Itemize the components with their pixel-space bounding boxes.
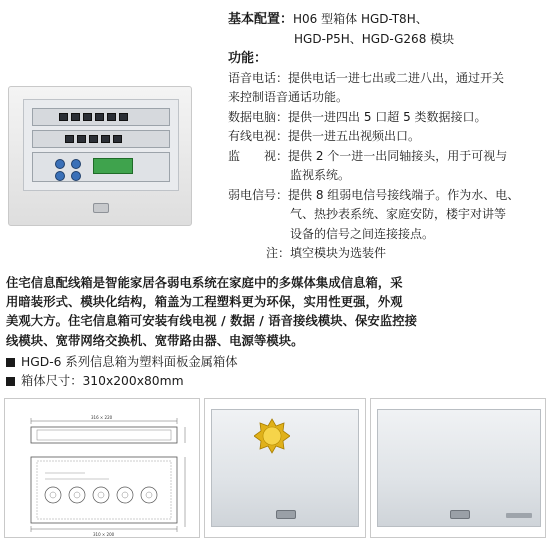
voice-text-cont: 来控制语音通话功能。: [228, 90, 349, 104]
data-ports: [65, 135, 122, 143]
monitor-text-cont: 监视系统。: [290, 168, 351, 182]
coax-connectors: [55, 159, 81, 169]
rj-port-icon: [95, 113, 104, 121]
voice-text: 提供电话一进七出或二进八出，通过开关: [288, 70, 505, 85]
tv-label: 有线电视：: [228, 129, 289, 143]
drawing-svg: [5, 399, 201, 539]
terminal-block: [93, 158, 133, 174]
weak-text-cont2: 设备的信号之间连接接点。: [290, 226, 435, 241]
description: [6, 274, 546, 351]
spec-block: [228, 10, 546, 264]
square-bullet-icon: [6, 377, 15, 386]
voice-row: [228, 69, 546, 89]
config-row: [228, 10, 546, 30]
coax-connector-icon: [55, 159, 65, 169]
coax-connector-icon: [55, 171, 65, 181]
rj-port-icon: [71, 113, 80, 121]
rj-port-icon: [65, 135, 74, 143]
latch-icon: [276, 510, 296, 519]
monitor-row: [228, 147, 546, 167]
description-line: 用暗装形式、模块化结构，箱盖为工程塑料更为环保，实用性更强，外观: [6, 295, 403, 310]
latch-icon: [93, 203, 109, 213]
weak-text-cont1: 气、热抄表系统、家庭安防，楼宇对讲等: [290, 207, 507, 221]
config-line2: HGD-P5H、HGD-G268 模块: [294, 31, 455, 46]
weak-label: 弱电信号：: [228, 187, 289, 202]
coax-connector-icon: [71, 159, 81, 169]
voice-label: 语音电话：: [228, 70, 289, 85]
data-module: [32, 130, 170, 148]
tv-text: 提供一进五出视频出口。: [288, 129, 421, 143]
phone-module: [32, 108, 170, 126]
note: 注：填空模块为选装件: [266, 246, 387, 260]
tv-module: [32, 152, 170, 182]
features-title: 功能：: [228, 51, 268, 66]
technical-drawing: [4, 398, 200, 538]
description-line: 住宅信息配线箱是智能家居各弱电系统在家庭中的多媒体集成信息箱，采: [6, 276, 403, 290]
rj-port-icon: [107, 113, 116, 121]
product-photo-closed: [370, 398, 546, 538]
phone-ports: [59, 113, 128, 121]
product-photo-open: [8, 86, 192, 226]
rj-port-icon: [89, 135, 98, 143]
rj-port-icon: [77, 135, 86, 143]
square-bullet-icon: [6, 358, 15, 367]
dim-bottom-label: 310 × 200: [93, 532, 115, 537]
rj-port-icon: [59, 113, 68, 121]
dim-top-label: 316 × 220: [91, 415, 113, 420]
rj-port-icon: [119, 113, 128, 121]
enclosure-cover: [377, 409, 541, 527]
data-label: 数据电脑：: [228, 109, 289, 124]
latch-icon: [450, 510, 470, 519]
config-label: 基本配置：: [228, 12, 294, 27]
bullet-list: [6, 353, 238, 391]
rj-port-icon: [83, 113, 92, 121]
coax-connectors-lower: [55, 171, 81, 181]
enclosure-cover: [211, 409, 359, 527]
description-line: 线模块、宽带网络交换机、宽带路由器、电源等模块。: [6, 333, 304, 348]
new-badge-icon: [254, 418, 290, 454]
bullet-text: 箱体尺寸：310x200x80mm: [21, 374, 184, 389]
bullet-text: HGD-6 系列信息箱为塑料面板金属箱体: [21, 355, 238, 369]
monitor-label: 监 视：: [228, 148, 289, 163]
config-line1: H06 型箱体 HGD-T8H、: [293, 12, 428, 26]
rj-port-icon: [101, 135, 110, 143]
weak-row: [228, 186, 546, 206]
description-line: 美观大方。住宅信息箱可安装有线电视 / 数据 / 语音接线模块、保安监控接: [6, 314, 418, 329]
enclosure-interior: [23, 99, 179, 191]
data-text: 提供一进四出 5 口超 5 类数据接口。: [288, 109, 487, 124]
brand-mark-icon: [506, 513, 532, 518]
product-photo-closed-badge: [204, 398, 366, 538]
rj-port-icon: [113, 135, 122, 143]
coax-connector-icon: [71, 171, 81, 181]
tv-row: [228, 127, 546, 147]
monitor-text: 提供 2 个一进一出同轴接头，用于可视与: [288, 148, 508, 163]
bullet-item: [6, 353, 238, 372]
data-row: [228, 108, 546, 128]
weak-text: 提供 8 组弱电信号接线端子。作为水、电、: [288, 187, 520, 202]
bullet-item: [6, 372, 238, 391]
